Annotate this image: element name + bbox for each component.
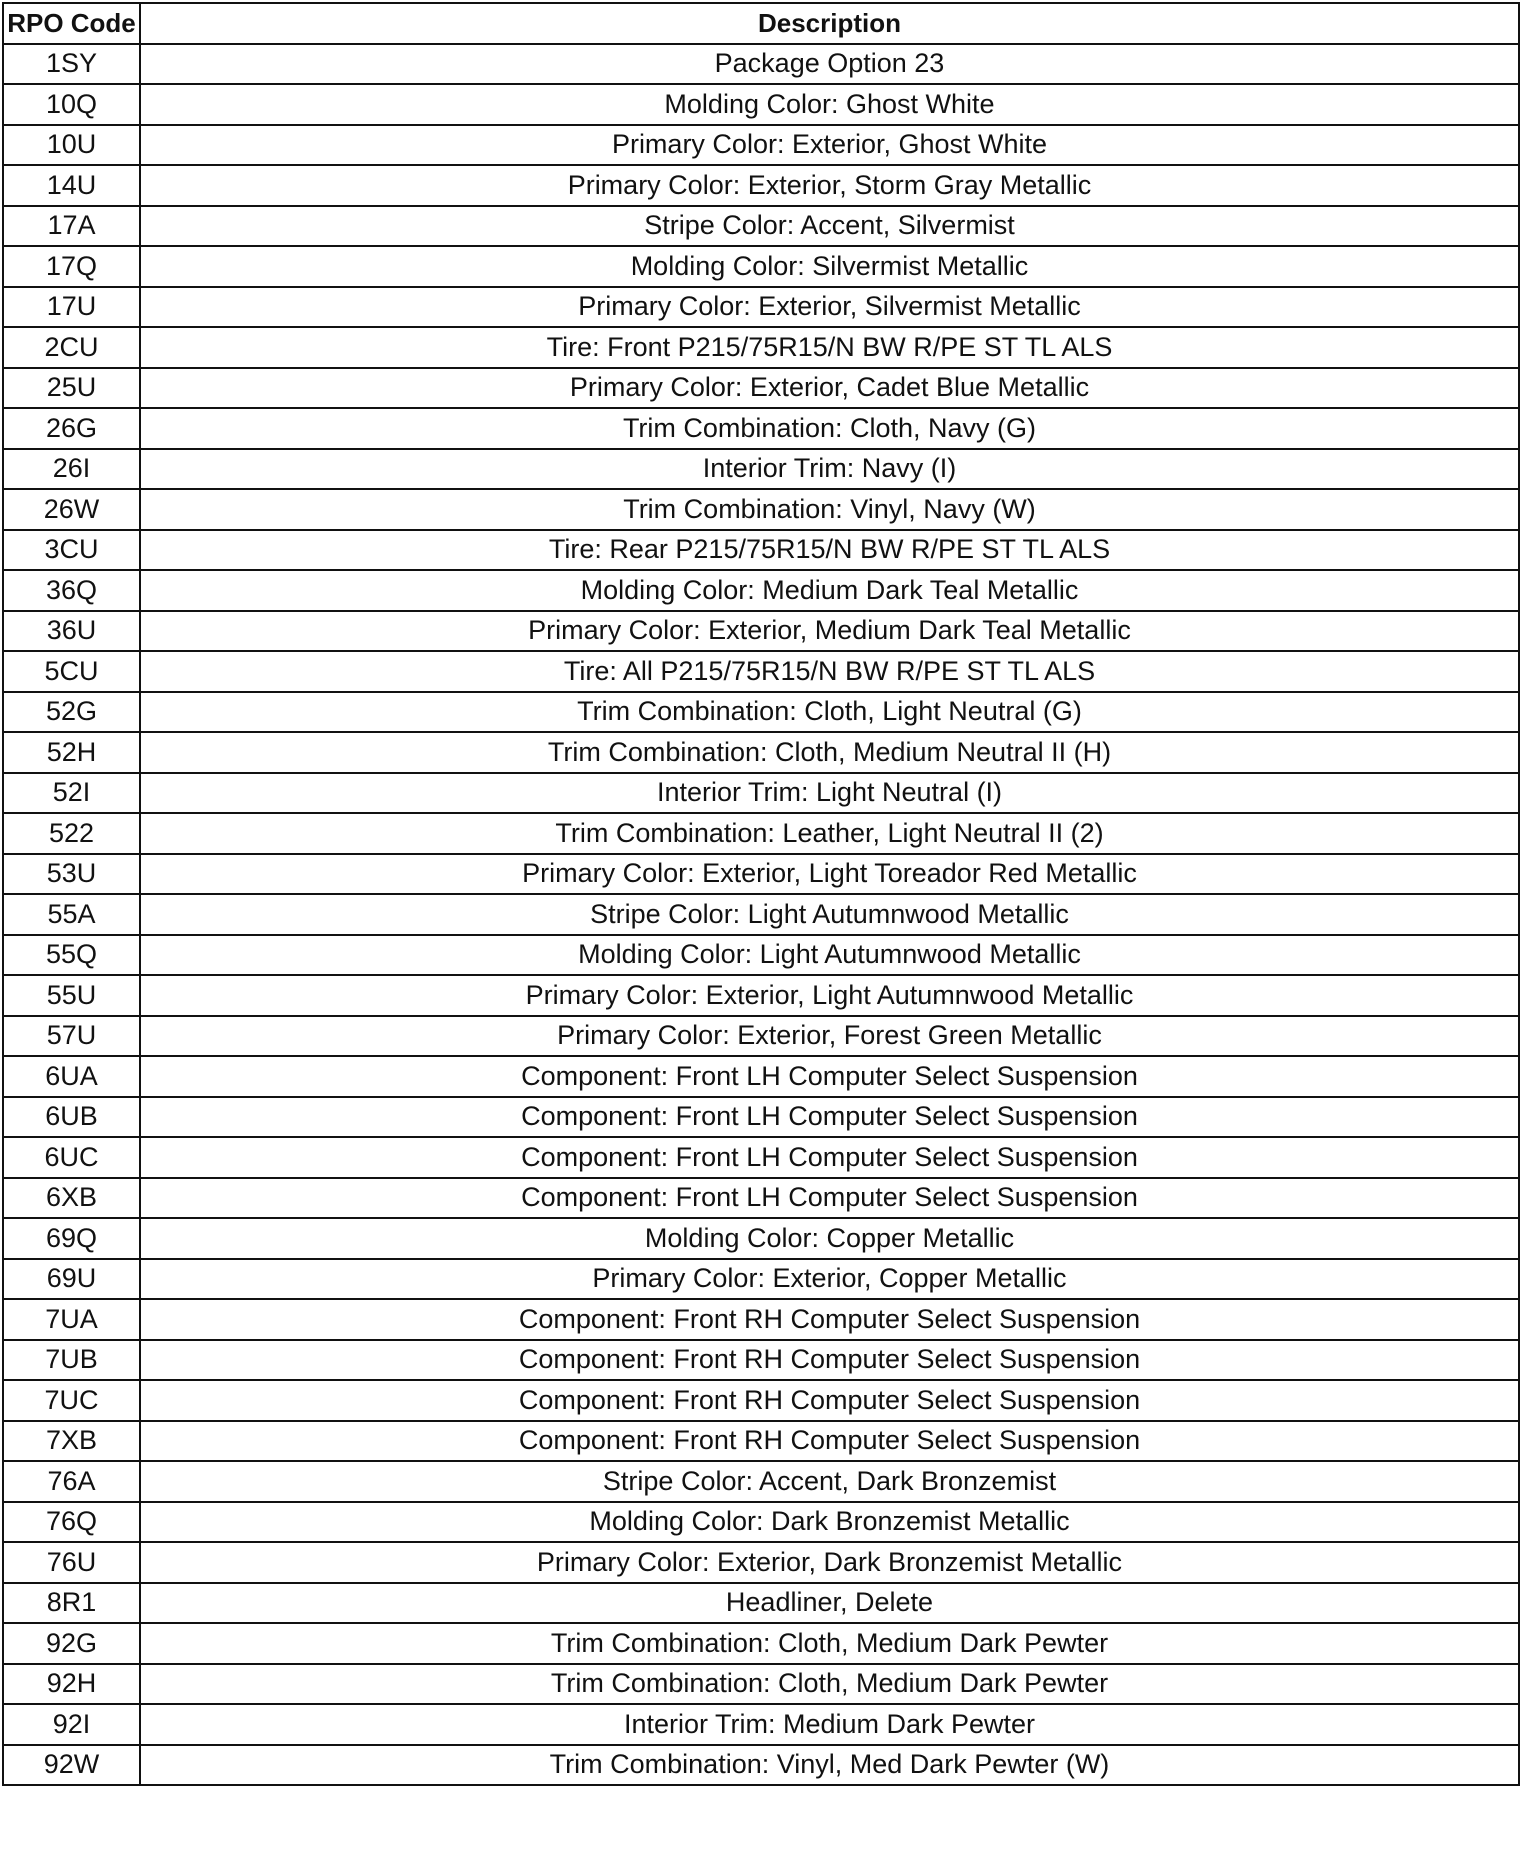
description-cell: Molding Color: Medium Dark Teal Metallic — [140, 570, 1519, 611]
description-cell: Stripe Color: Accent, Silvermist — [140, 206, 1519, 247]
rpo-code-cell: 17A — [3, 206, 140, 247]
description-cell: Molding Color: Copper Metallic — [140, 1218, 1519, 1259]
description-cell: Tire: All P215/75R15/N BW R/PE ST TL ALS — [140, 651, 1519, 692]
rpo-code-table-container — [2, 2, 1520, 1786]
rpo-code-cell: 26I — [3, 449, 140, 490]
table-body — [3, 44, 1519, 1786]
description-cell: Headliner, Delete — [140, 1583, 1519, 1624]
description-cell: Component: Front RH Computer Select Suspension — [140, 1421, 1519, 1462]
description-cell: Interior Trim: Navy (I) — [140, 449, 1519, 490]
rpo-code-cell: 36U — [3, 611, 140, 652]
rpo-code-cell: 6UC — [3, 1137, 140, 1178]
description-cell: Primary Color: Exterior, Silvermist Metallic — [140, 287, 1519, 328]
rpo-code-cell: 25U — [3, 368, 140, 409]
table-row — [3, 1259, 1519, 1300]
rpo-code-cell: 7UB — [3, 1340, 140, 1381]
rpo-code-cell: 92I — [3, 1704, 140, 1745]
rpo-code-cell: 92H — [3, 1664, 140, 1705]
header-rpo-code: RPO Code — [3, 3, 140, 44]
table-row — [3, 1623, 1519, 1664]
description-cell: Component: Front LH Computer Select Suspension — [140, 1056, 1519, 1097]
rpo-code-cell: 69U — [3, 1259, 140, 1300]
description-cell: Primary Color: Exterior, Light Toreador Red Metallic — [140, 854, 1519, 895]
description-cell: Interior Trim: Medium Dark Pewter — [140, 1704, 1519, 1745]
table-row — [3, 1056, 1519, 1097]
table-row — [3, 246, 1519, 287]
header-description: Description — [140, 3, 1519, 44]
rpo-code-cell: 26W — [3, 489, 140, 530]
table-row — [3, 1380, 1519, 1421]
table-row — [3, 732, 1519, 773]
description-cell: Component: Front RH Computer Select Suspension — [140, 1380, 1519, 1421]
table-row — [3, 1421, 1519, 1462]
description-cell: Molding Color: Dark Bronzemist Metallic — [140, 1502, 1519, 1543]
table-row — [3, 1664, 1519, 1705]
description-cell: Component: Front LH Computer Select Suspension — [140, 1137, 1519, 1178]
table-row — [3, 1461, 1519, 1502]
rpo-code-cell: 8R1 — [3, 1583, 140, 1624]
table-row — [3, 1340, 1519, 1381]
rpo-code-cell: 52H — [3, 732, 140, 773]
description-cell: Primary Color: Exterior, Copper Metallic — [140, 1259, 1519, 1300]
table-row — [3, 1218, 1519, 1259]
rpo-code-cell: 17U — [3, 287, 140, 328]
description-cell: Component: Front RH Computer Select Suspension — [140, 1340, 1519, 1381]
table-row — [3, 1745, 1519, 1786]
table-row — [3, 894, 1519, 935]
description-cell: Trim Combination: Cloth, Medium Dark Pewter — [140, 1664, 1519, 1705]
description-cell: Trim Combination: Vinyl, Navy (W) — [140, 489, 1519, 530]
rpo-code-cell: 522 — [3, 813, 140, 854]
description-cell: Trim Combination: Cloth, Navy (G) — [140, 408, 1519, 449]
table-row — [3, 84, 1519, 125]
table-row — [3, 611, 1519, 652]
table-row — [3, 1704, 1519, 1745]
table-row — [3, 1137, 1519, 1178]
table-row — [3, 1016, 1519, 1057]
rpo-code-cell: 5CU — [3, 651, 140, 692]
rpo-code-cell: 92W — [3, 1745, 140, 1786]
description-cell: Stripe Color: Accent, Dark Bronzemist — [140, 1461, 1519, 1502]
rpo-code-cell: 55Q — [3, 935, 140, 976]
table-row — [3, 449, 1519, 490]
table-row — [3, 1097, 1519, 1138]
description-cell: Trim Combination: Cloth, Medium Neutral II (H) — [140, 732, 1519, 773]
rpo-code-cell: 57U — [3, 1016, 140, 1057]
table-row — [3, 813, 1519, 854]
table-row — [3, 408, 1519, 449]
rpo-code-cell: 7XB — [3, 1421, 140, 1462]
rpo-code-cell: 2CU — [3, 327, 140, 368]
table-row — [3, 165, 1519, 206]
description-cell: Trim Combination: Vinyl, Med Dark Pewter (W) — [140, 1745, 1519, 1786]
rpo-code-cell: 10Q — [3, 84, 140, 125]
table-row — [3, 1542, 1519, 1583]
description-cell: Trim Combination: Cloth, Medium Dark Pewter — [140, 1623, 1519, 1664]
rpo-code-cell: 52G — [3, 692, 140, 733]
rpo-code-cell: 36Q — [3, 570, 140, 611]
rpo-code-cell: 1SY — [3, 44, 140, 85]
table-header-row — [3, 3, 1519, 44]
table-row — [3, 975, 1519, 1016]
description-cell: Molding Color: Silvermist Metallic — [140, 246, 1519, 287]
description-cell: Trim Combination: Cloth, Light Neutral (G) — [140, 692, 1519, 733]
description-cell: Component: Front LH Computer Select Suspension — [140, 1178, 1519, 1219]
description-cell: Tire: Rear P215/75R15/N BW R/PE ST TL ALS — [140, 530, 1519, 571]
table-row — [3, 651, 1519, 692]
rpo-code-cell: 55A — [3, 894, 140, 935]
description-cell: Interior Trim: Light Neutral (I) — [140, 773, 1519, 814]
table-row — [3, 1178, 1519, 1219]
rpo-code-cell: 17Q — [3, 246, 140, 287]
description-cell: Primary Color: Exterior, Cadet Blue Metallic — [140, 368, 1519, 409]
description-cell: Component: Front RH Computer Select Suspension — [140, 1299, 1519, 1340]
rpo-code-cell: 52I — [3, 773, 140, 814]
table-row — [3, 854, 1519, 895]
table-row — [3, 1299, 1519, 1340]
rpo-code-cell: 92G — [3, 1623, 140, 1664]
table-row — [3, 287, 1519, 328]
description-cell: Primary Color: Exterior, Medium Dark Teal Metallic — [140, 611, 1519, 652]
rpo-code-cell: 10U — [3, 125, 140, 166]
table-row — [3, 125, 1519, 166]
rpo-code-cell: 7UC — [3, 1380, 140, 1421]
description-cell: Primary Color: Exterior, Forest Green Metallic — [140, 1016, 1519, 1057]
table-row — [3, 327, 1519, 368]
description-cell: Tire: Front P215/75R15/N BW R/PE ST TL ALS — [140, 327, 1519, 368]
description-cell: Package Option 23 — [140, 44, 1519, 85]
description-cell: Primary Color: Exterior, Storm Gray Metallic — [140, 165, 1519, 206]
table-row — [3, 44, 1519, 85]
rpo-code-cell: 6UA — [3, 1056, 140, 1097]
rpo-code-table — [2, 2, 1520, 1786]
rpo-code-cell: 76Q — [3, 1502, 140, 1543]
table-row — [3, 1583, 1519, 1624]
table-row — [3, 530, 1519, 571]
rpo-code-cell: 7UA — [3, 1299, 140, 1340]
rpo-code-cell: 76U — [3, 1542, 140, 1583]
table-row — [3, 489, 1519, 530]
description-cell: Component: Front LH Computer Select Suspension — [140, 1097, 1519, 1138]
description-cell: Molding Color: Ghost White — [140, 84, 1519, 125]
description-cell: Trim Combination: Leather, Light Neutral II (2) — [140, 813, 1519, 854]
description-cell: Molding Color: Light Autumnwood Metallic — [140, 935, 1519, 976]
rpo-code-cell: 26G — [3, 408, 140, 449]
rpo-code-cell: 69Q — [3, 1218, 140, 1259]
table-row — [3, 206, 1519, 247]
rpo-code-cell: 3CU — [3, 530, 140, 571]
table-row — [3, 935, 1519, 976]
rpo-code-cell: 6XB — [3, 1178, 140, 1219]
description-cell: Primary Color: Exterior, Light Autumnwood Metallic — [140, 975, 1519, 1016]
table-row — [3, 368, 1519, 409]
rpo-code-cell: 6UB — [3, 1097, 140, 1138]
rpo-code-cell: 76A — [3, 1461, 140, 1502]
table-row — [3, 692, 1519, 733]
rpo-code-cell: 53U — [3, 854, 140, 895]
description-cell: Stripe Color: Light Autumnwood Metallic — [140, 894, 1519, 935]
description-cell: Primary Color: Exterior, Dark Bronzemist Metallic — [140, 1542, 1519, 1583]
description-cell: Primary Color: Exterior, Ghost White — [140, 125, 1519, 166]
table-row — [3, 1502, 1519, 1543]
table-row — [3, 570, 1519, 611]
rpo-code-cell: 55U — [3, 975, 140, 1016]
rpo-code-cell: 14U — [3, 165, 140, 206]
table-row — [3, 773, 1519, 814]
